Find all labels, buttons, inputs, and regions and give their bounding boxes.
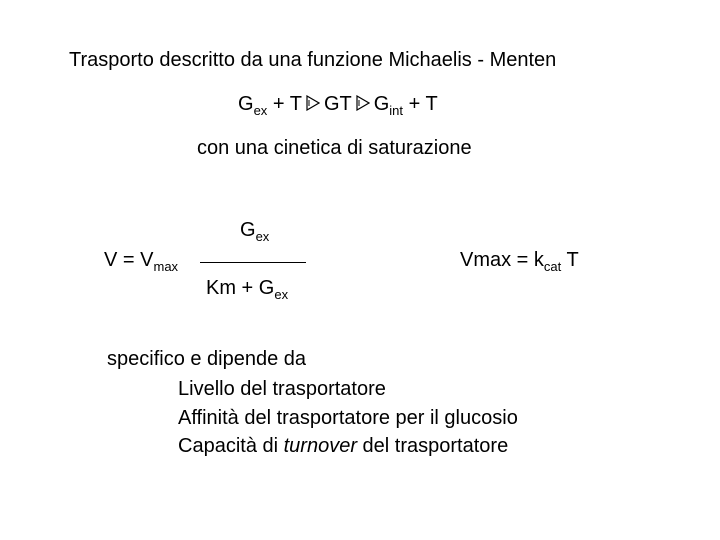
equation-numerator: $G_{ex}$ xyxy=(240,219,270,244)
fraction-bar xyxy=(200,262,306,263)
reaction-equation xyxy=(238,92,438,118)
reaction-gt: GT xyxy=(323,93,352,115)
note-item: Capacità di turnover del trasportatore xyxy=(178,435,509,457)
equation-denominator: $Km + G_{ex}$ xyxy=(206,277,289,302)
page-title: Trasporto descritto da una funzione Michaelis - Menten xyxy=(69,49,557,71)
reaction-plus-t-2: + T xyxy=(408,93,438,115)
note-item: Livello del trasportatore xyxy=(178,378,386,400)
reaction-gex: $G_{ex}$ xyxy=(238,93,268,118)
equilibrium-arrow-icon xyxy=(356,95,370,111)
note-item: Affinità del trasportatore per il glucosio xyxy=(178,407,518,429)
notes-intro: specifico e dipende da xyxy=(107,348,307,370)
reaction-gint: $G_{int}$ xyxy=(373,93,404,118)
kinetics-subtitle: con una cinetica di saturazione xyxy=(197,137,472,159)
equilibrium-arrow-icon xyxy=(306,95,320,111)
reaction-plus-t-1: + T xyxy=(272,93,302,115)
vmax-equation: $Vmax = k_{cat}$ T xyxy=(460,249,579,274)
equation-lhs: $V = V_{max}$ xyxy=(104,249,179,274)
